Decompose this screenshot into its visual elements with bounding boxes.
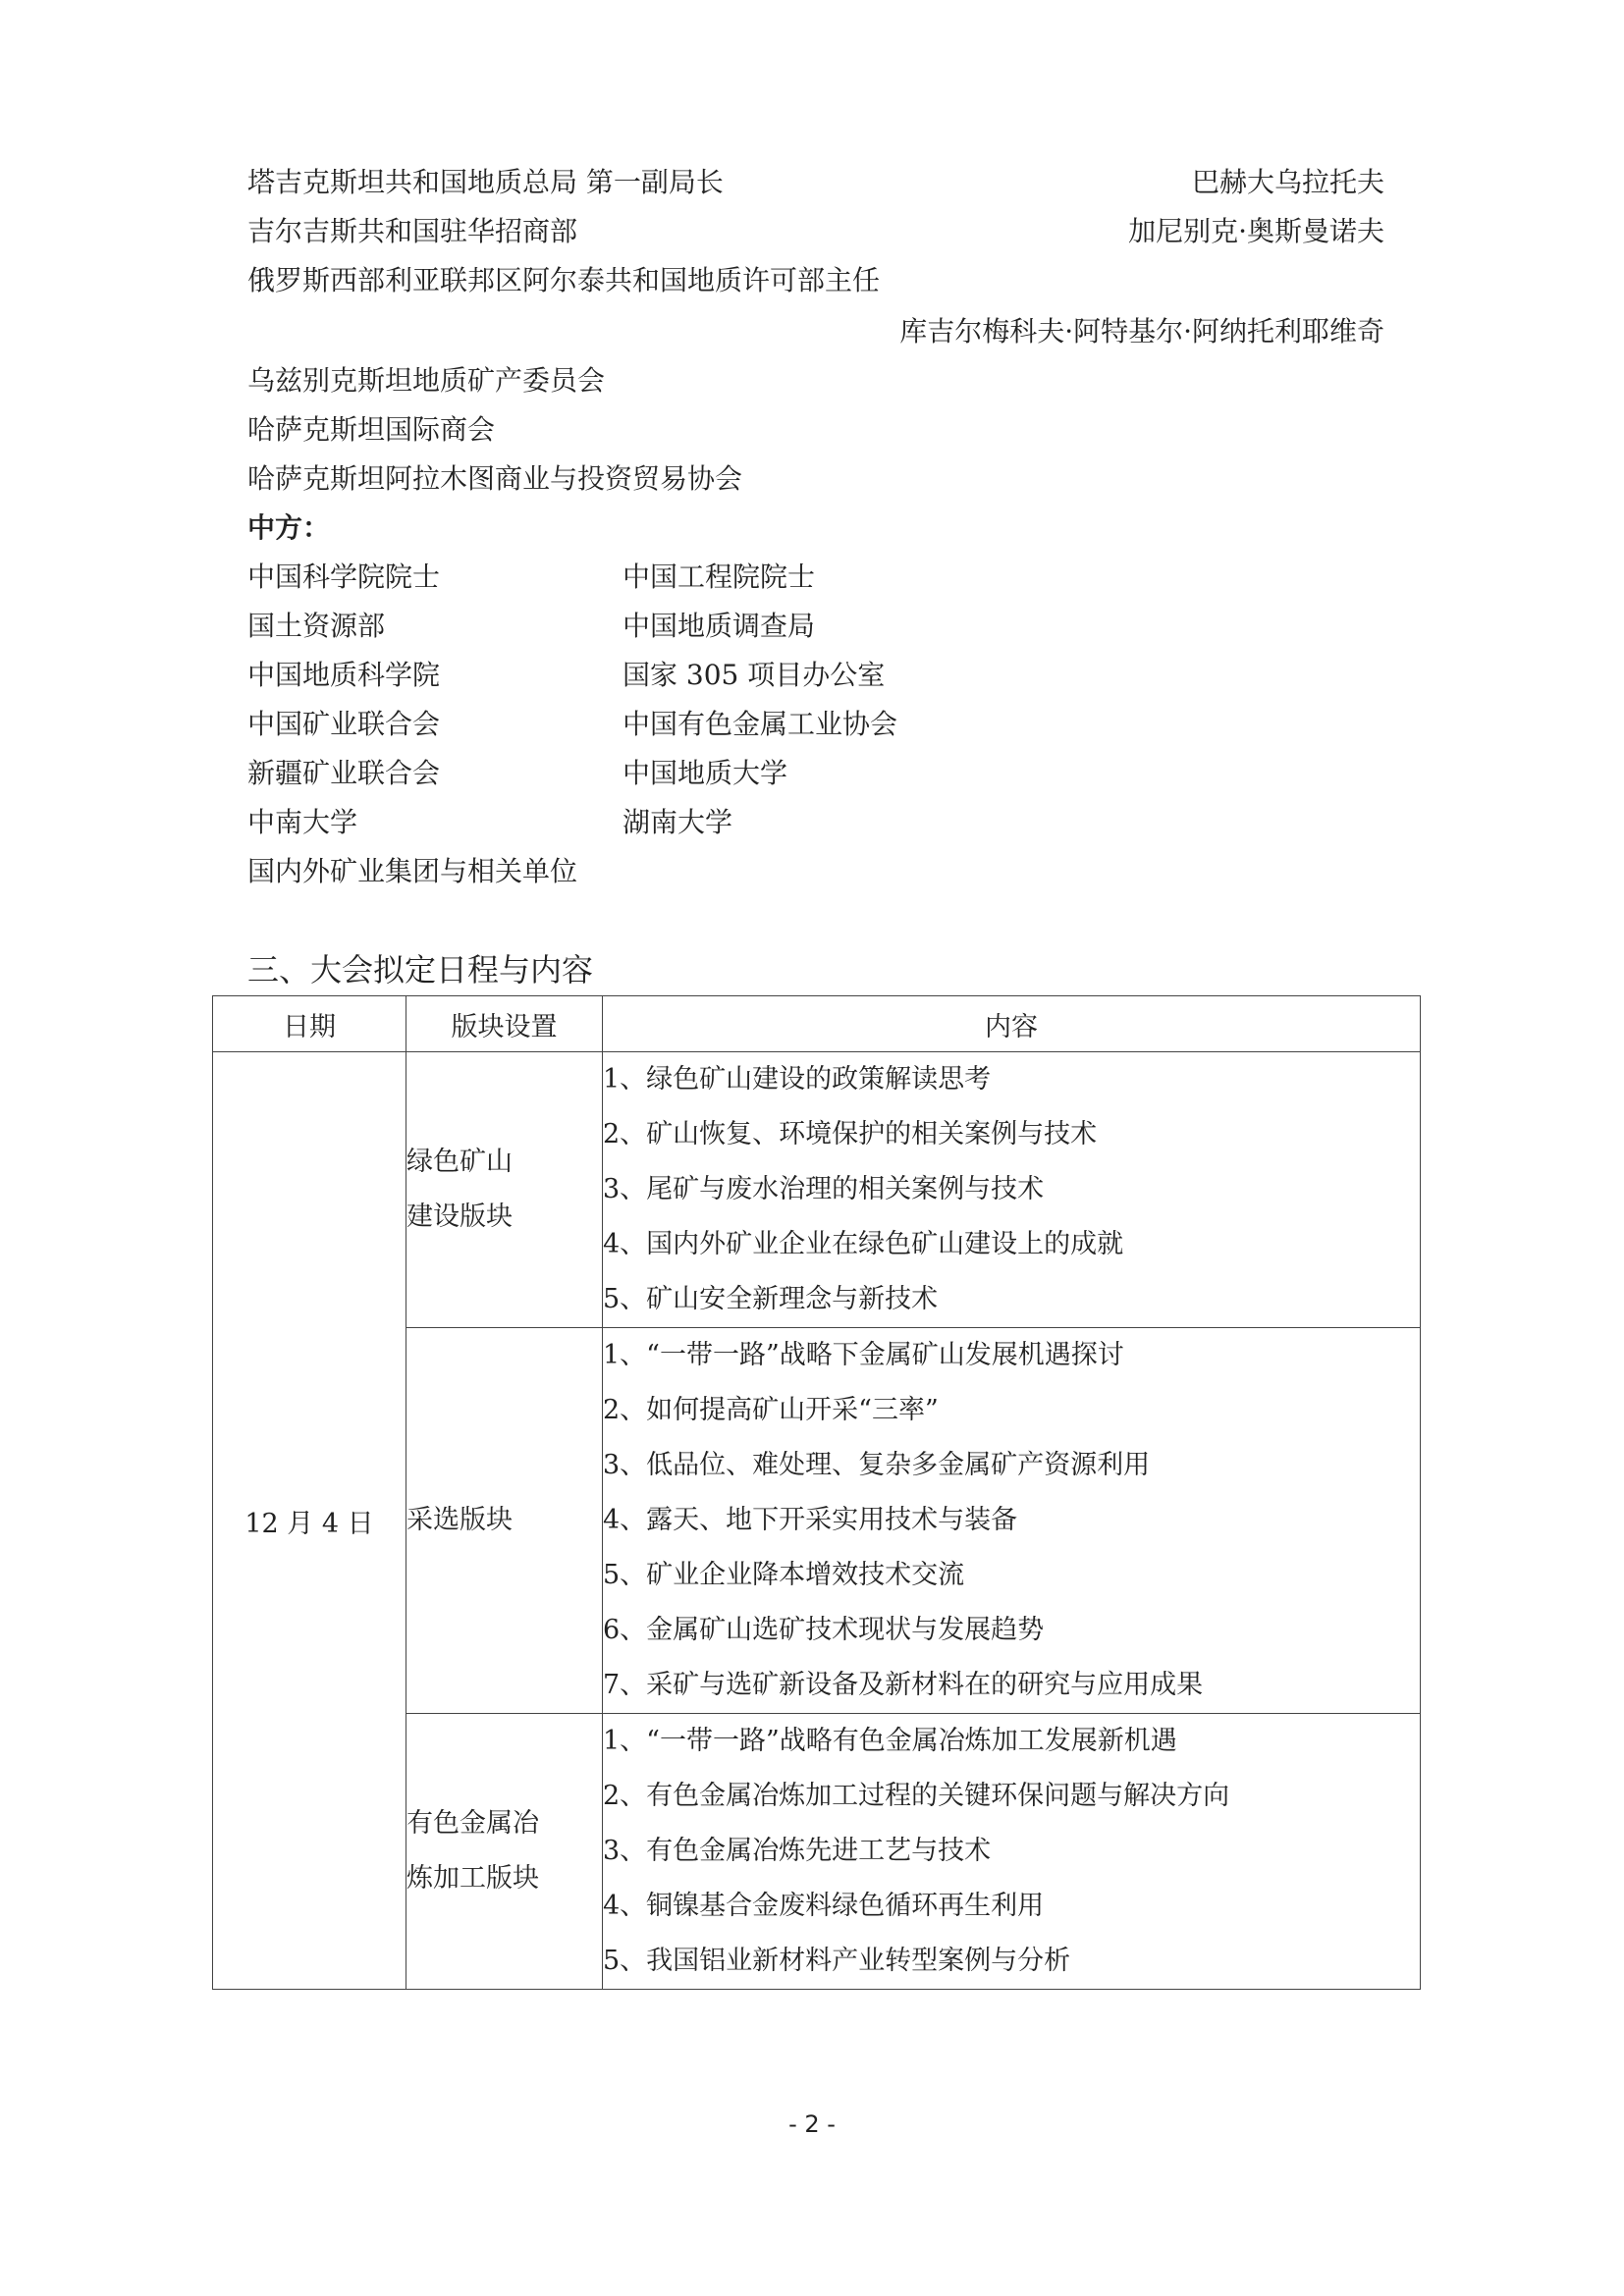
table-row <box>213 1052 1421 1328</box>
block-cell <box>406 1328 603 1714</box>
chinese-org: 中国矿业联合会 <box>247 708 441 740</box>
date-cell: 12 月 4 日 <box>213 1052 406 1990</box>
foreign-line-1-right: 巴赫大乌拉托夫 <box>1191 166 1384 198</box>
list-item: 3、低品位、难处理、复杂多金属矿产资源利用 <box>603 1450 1151 1480</box>
block-name-line: 绿色矿山 <box>406 1147 513 1177</box>
list-item: 7、采矿与选矿新设备及新材料在的研究与应用成果 <box>603 1670 1204 1700</box>
foreign-line-4-right: 库吉尔梅科夫·阿特基尔·阿纳托利耶维奇 <box>899 315 1384 347</box>
chinese-org: 国土资源部 <box>247 610 386 642</box>
table-header-row <box>213 996 1421 1052</box>
header-content: 内容 <box>603 996 1421 1052</box>
block-cell <box>406 1052 603 1328</box>
block-name-line: 有色金属冶 <box>406 1808 539 1839</box>
header-block: 版块设置 <box>406 996 603 1052</box>
list-item: 6、金属矿山选矿技术现状与发展趋势 <box>603 1615 1045 1645</box>
list-item: 4、露天、地下开采实用技术与装备 <box>603 1505 1018 1535</box>
list-item: 1、“一带一路”战略有色金属冶炼加工发展新机遇 <box>603 1726 1177 1756</box>
foreign-line-3-left: 俄罗斯西部利亚联邦区阿尔泰共和国地质许可部主任 <box>247 264 881 296</box>
chinese-org: 国家 305 项目办公室 <box>623 659 886 691</box>
list-item: 1、“一带一路”战略下金属矿山发展机遇探讨 <box>603 1340 1124 1370</box>
foreign-line-6-left: 哈萨克斯坦国际商会 <box>247 413 496 446</box>
chinese-org: 湖南大学 <box>623 806 733 838</box>
items-cell <box>603 1328 1421 1714</box>
block-cell <box>406 1714 603 1990</box>
foreign-line-2-left: 吉尔吉斯共和国驻华招商部 <box>247 215 578 247</box>
section-title: 三、大会拟定日程与内容 <box>247 951 594 988</box>
list-item: 2、矿山恢复、环境保护的相关案例与技术 <box>603 1119 1098 1149</box>
page-number: - 2 - <box>788 2110 836 2138</box>
chinese-side-heading: 中方： <box>247 511 331 544</box>
foreign-line-5-left: 乌兹别克斯坦地质矿产委员会 <box>247 364 606 397</box>
block-name-line: 炼加工版块 <box>406 1863 539 1894</box>
list-item: 5、矿业企业降本增效技术交流 <box>603 1560 965 1590</box>
block-name-line: 建设版块 <box>406 1201 513 1232</box>
foreign-line-2-right: 加尼别克·奥斯曼诺夫 <box>1128 215 1384 247</box>
schedule-table <box>212 995 1421 1990</box>
chinese-org: 中国工程院院士 <box>623 561 816 593</box>
chinese-org: 中国有色金属工业协会 <box>623 708 898 740</box>
list-item: 2、如何提高矿山开采“三率” <box>603 1395 939 1425</box>
items-cell <box>603 1714 1421 1990</box>
list-item: 2、有色金属冶炼加工过程的关键环保问题与解决方向 <box>603 1781 1230 1811</box>
chinese-org: 中国地质科学院 <box>247 659 441 691</box>
chinese-org: 中国科学院院士 <box>247 561 441 593</box>
list-item: 3、有色金属冶炼先进工艺与技术 <box>603 1836 992 1866</box>
list-item: 1、绿色矿山建设的政策解读思考 <box>603 1064 992 1095</box>
foreign-line-1-left: 塔吉克斯坦共和国地质总局 第一副局长 <box>247 166 724 198</box>
list-item: 5、我国铝业新材料产业转型案例与分析 <box>603 1946 1071 1976</box>
list-item: 4、国内外矿业企业在绿色矿山建设上的成就 <box>603 1229 1124 1259</box>
items-cell <box>603 1052 1421 1328</box>
foreign-line-7-left: 哈萨克斯坦阿拉木图商业与投资贸易协会 <box>247 462 743 495</box>
chinese-org: 新疆矿业联合会 <box>247 757 441 789</box>
chinese-org: 国内外矿业集团与相关单位 <box>247 855 578 887</box>
chinese-org: 中南大学 <box>247 806 358 838</box>
header-date: 日期 <box>213 996 406 1052</box>
list-item: 4、铜镍基合金废料绿色循环再生利用 <box>603 1891 1045 1921</box>
chinese-org: 中国地质调查局 <box>623 610 816 642</box>
list-item: 3、尾矿与废水治理的相关案例与技术 <box>603 1174 1045 1204</box>
block-name-line: 采选版块 <box>406 1505 513 1535</box>
chinese-org: 中国地质大学 <box>623 757 788 789</box>
list-item: 5、矿山安全新理念与新技术 <box>603 1284 939 1314</box>
